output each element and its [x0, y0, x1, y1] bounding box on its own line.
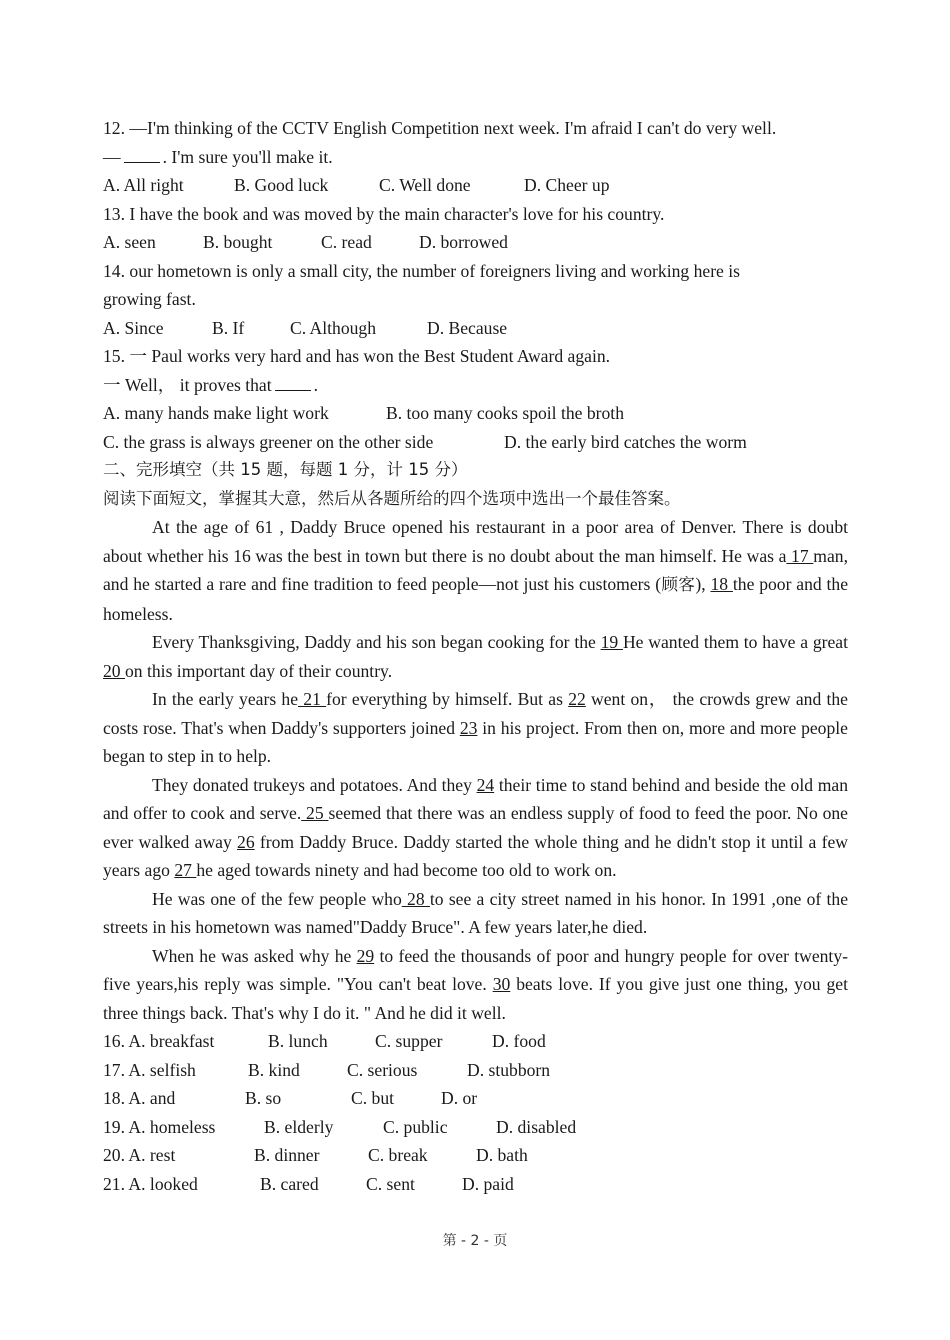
q17-option-a[interactable] — [103, 1056, 248, 1085]
q15-period: . — [313, 374, 319, 395]
q15-option-c[interactable]: C. the grass is always greener on the other side — [103, 431, 434, 452]
q12-option-d[interactable]: D. Cheer up — [524, 175, 610, 195]
q12-option-a[interactable]: A. All right — [103, 175, 184, 195]
q16-option-c[interactable]: C. supper — [375, 1031, 443, 1051]
q14-stem: 14. our hometown is only a small city, the number of foreigners living and working here is — [103, 260, 740, 281]
section2-heading: 二、完形填空（共 15 题，每题 1 分，计 15 分） — [103, 460, 468, 479]
blank-17[interactable]: 17 — [786, 545, 814, 566]
blank-20[interactable]: 20 — [103, 660, 125, 681]
q15-option-b[interactable]: B. too many cooks spoil the broth — [386, 403, 624, 423]
q19-number: 19. — [103, 1116, 129, 1137]
q21-options — [103, 1170, 848, 1199]
q18-option-b[interactable]: B. so — [245, 1088, 282, 1108]
q12-response-text: . I'm sure you'll make it. — [162, 146, 333, 167]
q21-option-c[interactable]: C. sent — [366, 1173, 415, 1194]
q15-options-row1 — [103, 399, 848, 428]
q18-option-d[interactable]: D. or — [441, 1088, 478, 1108]
blank-18[interactable]: 18 — [710, 574, 733, 594]
q16-number: 16. — [103, 1031, 129, 1051]
blank-23[interactable]: 23 — [459, 717, 478, 738]
q14-option-a[interactable]: A. Since — [103, 317, 164, 338]
section2-instruction: 阅读下面短文，掌握其大意，然后从各题所给的四个选项中选出一个最佳答案。 — [103, 488, 681, 508]
q14-stem-cont: growing fast. — [103, 289, 196, 309]
passage-paragraph-2 — [103, 628, 848, 685]
q14-option-b[interactable]: B. If — [212, 317, 245, 338]
q19-option-c[interactable]: C. public — [383, 1116, 448, 1137]
p6-text-a: When he was asked why he — [152, 945, 357, 966]
q17-option-b[interactable]: B. kind — [248, 1059, 300, 1080]
q15-blank[interactable] — [275, 374, 311, 391]
p3-text-e: in his project. From then on, more and more people began to step in to help. — [103, 717, 848, 766]
blank-29[interactable]: 29 — [356, 945, 375, 966]
q21-option-a-label: A. looked — [128, 1173, 198, 1194]
q20-number: 20. — [103, 1145, 129, 1165]
q12-dash: — — [103, 146, 121, 167]
q15-stem: 15. 一 Paul works very hard and has won the Best Student Award again. — [103, 346, 611, 366]
q20-option-c[interactable]: C. break — [368, 1145, 428, 1165]
blank-24[interactable]: 24 — [476, 774, 495, 795]
p6-text-c: to feed the thousands of poor and hungry people for over twenty-five years,his reply was simple. "You can't beat love. — [103, 945, 848, 994]
blank-22[interactable]: 22 — [568, 689, 586, 709]
document-body — [103, 114, 848, 1198]
p2-text-d: on this important day of their country. — [125, 660, 393, 681]
p6-text-d: beats love. If you give just one thing, you get three things back. That's why I do it. " And he did it well. — [103, 974, 849, 1023]
q12-options — [103, 171, 848, 200]
q12-option-c[interactable]: C. Well done — [379, 175, 471, 195]
p3-text-d: went on， the crowds grew and the costs rose. That's when Daddy's supporters joined — [103, 689, 848, 738]
q20-option-a-label: A. rest — [128, 1145, 176, 1165]
q18-option-c[interactable]: C. but — [351, 1088, 395, 1108]
q20-option-d[interactable]: D. bath — [476, 1145, 528, 1165]
q21-option-a[interactable] — [103, 1170, 260, 1199]
p5-text-a: He was one of the few people who — [152, 888, 402, 909]
q15-option-a[interactable]: A. many hands make light work — [103, 403, 329, 423]
q14-option-c[interactable]: C. Although — [290, 317, 377, 338]
p2-text-c: He wanted them to have a great — [622, 632, 848, 652]
q15-response-text: 一 Well， it proves that — [103, 374, 272, 395]
q14-options — [103, 314, 848, 343]
q15-options-row2 — [103, 428, 848, 457]
q19-option-a[interactable] — [103, 1113, 264, 1142]
blank-30[interactable]: 30 — [492, 974, 511, 994]
blank-19[interactable]: 19 — [600, 632, 623, 652]
blank-28[interactable]: 28 — [401, 888, 430, 909]
blank-26[interactable]: 26 — [237, 831, 255, 852]
blank-27[interactable]: 27 — [174, 860, 197, 880]
p1-text-d: ), — [695, 574, 711, 594]
blank-21[interactable]: 21 — [298, 689, 327, 709]
q13-option-b[interactable]: B. bought — [203, 232, 273, 252]
q15-option-d[interactable]: D. the early bird catches the worm — [504, 431, 747, 452]
q12-response — [103, 143, 848, 172]
q20-options — [103, 1141, 848, 1170]
q13-stem: 13. I have the book and was moved by the main character's love for his country. — [103, 203, 665, 224]
q21-option-b[interactable]: B. cared — [260, 1173, 319, 1194]
p3-text-c: for everything by himself. But as — [326, 689, 569, 709]
p1-text-c: man, and he started a rare and fine tradition to feed people—not just his customers ( — [103, 545, 848, 594]
q18-number: 18. — [103, 1088, 129, 1108]
p3-text-a: In the early years he — [152, 689, 299, 709]
q17-option-a-label: A. selfish — [128, 1059, 196, 1080]
q15-response — [103, 371, 848, 400]
q12-blank[interactable] — [124, 146, 160, 163]
q18-option-a[interactable] — [103, 1084, 245, 1113]
p2-text-a: Every Thanksgiving, Daddy and his son began cooking for the — [152, 632, 601, 652]
passage-paragraph-6 — [103, 942, 848, 1028]
p4-text-c: their time to stand behind and beside the old man and offer to cook and serve. — [103, 774, 848, 823]
q20-option-a[interactable] — [103, 1141, 254, 1170]
blank-25[interactable]: 25 — [301, 803, 329, 823]
q16-option-a[interactable] — [103, 1027, 268, 1056]
p5-text-c: to see a city street named in his honor. In 1991 ,one of the streets in his hometown was named"Daddy Bruce". A few years later,he died. — [103, 888, 848, 937]
q17-number: 17. — [103, 1059, 129, 1080]
passage-paragraph-3 — [103, 685, 848, 771]
q12-stem: 12. —I'm thinking of the CCTV English Competition next week. I'm afraid I can't do very well. — [103, 118, 777, 138]
q13-option-a[interactable]: A. seen — [103, 232, 156, 252]
passage-paragraph-1 — [103, 513, 848, 628]
q19-option-a-label: A. homeless — [128, 1116, 216, 1137]
q13-options — [103, 228, 848, 257]
q13-option-c[interactable]: C. read — [321, 232, 372, 252]
p4-text-d: seemed that there was an endless supply of food to feed the poor. No one ever walked away — [103, 803, 848, 852]
q19-options — [103, 1113, 848, 1142]
q16-option-d[interactable]: D. food — [492, 1031, 546, 1051]
q16-option-b[interactable]: B. lunch — [268, 1031, 328, 1051]
q18-options — [103, 1084, 848, 1113]
q17-option-c[interactable]: C. serious — [347, 1059, 418, 1080]
q16-options — [103, 1027, 848, 1056]
q17-options — [103, 1056, 848, 1085]
page-number: 第 - 2 - 页 — [442, 1233, 508, 1249]
q14-option-d[interactable]: D. Because — [427, 317, 508, 338]
q21-option-d[interactable]: D. paid — [462, 1173, 514, 1194]
p4-text-f: he aged towards ninety and had become too old to work on. — [196, 860, 617, 880]
passage-paragraph-4 — [103, 771, 848, 885]
p1-chinese-gloss: 顾客 — [661, 575, 696, 594]
p1-text-a: At the age of 61 , Daddy Bruce opened his restaurant in a poor area of Denver. There is doubt about whether his 16 was the best in town but there is no doubt about the man himself. He was a — [103, 517, 848, 566]
p1-text-e: the poor and the homeless. — [103, 574, 849, 624]
q13-option-d[interactable]: D. borrowed — [419, 232, 508, 252]
q16-option-a-label: A. breakfast — [128, 1031, 215, 1051]
passage-paragraph-5 — [103, 885, 848, 942]
p4-text-a: They donated trukeys and potatoes. And they — [152, 774, 477, 795]
q20-option-b[interactable]: B. dinner — [254, 1145, 320, 1165]
q17-option-d[interactable]: D. stubborn — [467, 1059, 551, 1080]
p4-text-e: from Daddy Bruce. Daddy started the whole thing and he didn't stop it until a few years ago — [103, 831, 848, 880]
q19-option-d[interactable]: D. disabled — [496, 1116, 577, 1137]
q19-option-b[interactable]: B. elderly — [264, 1116, 334, 1137]
q12-option-b[interactable]: B. Good luck — [234, 175, 329, 195]
q21-number: 21. — [103, 1173, 129, 1194]
q18-option-a-label: A. and — [128, 1088, 176, 1108]
